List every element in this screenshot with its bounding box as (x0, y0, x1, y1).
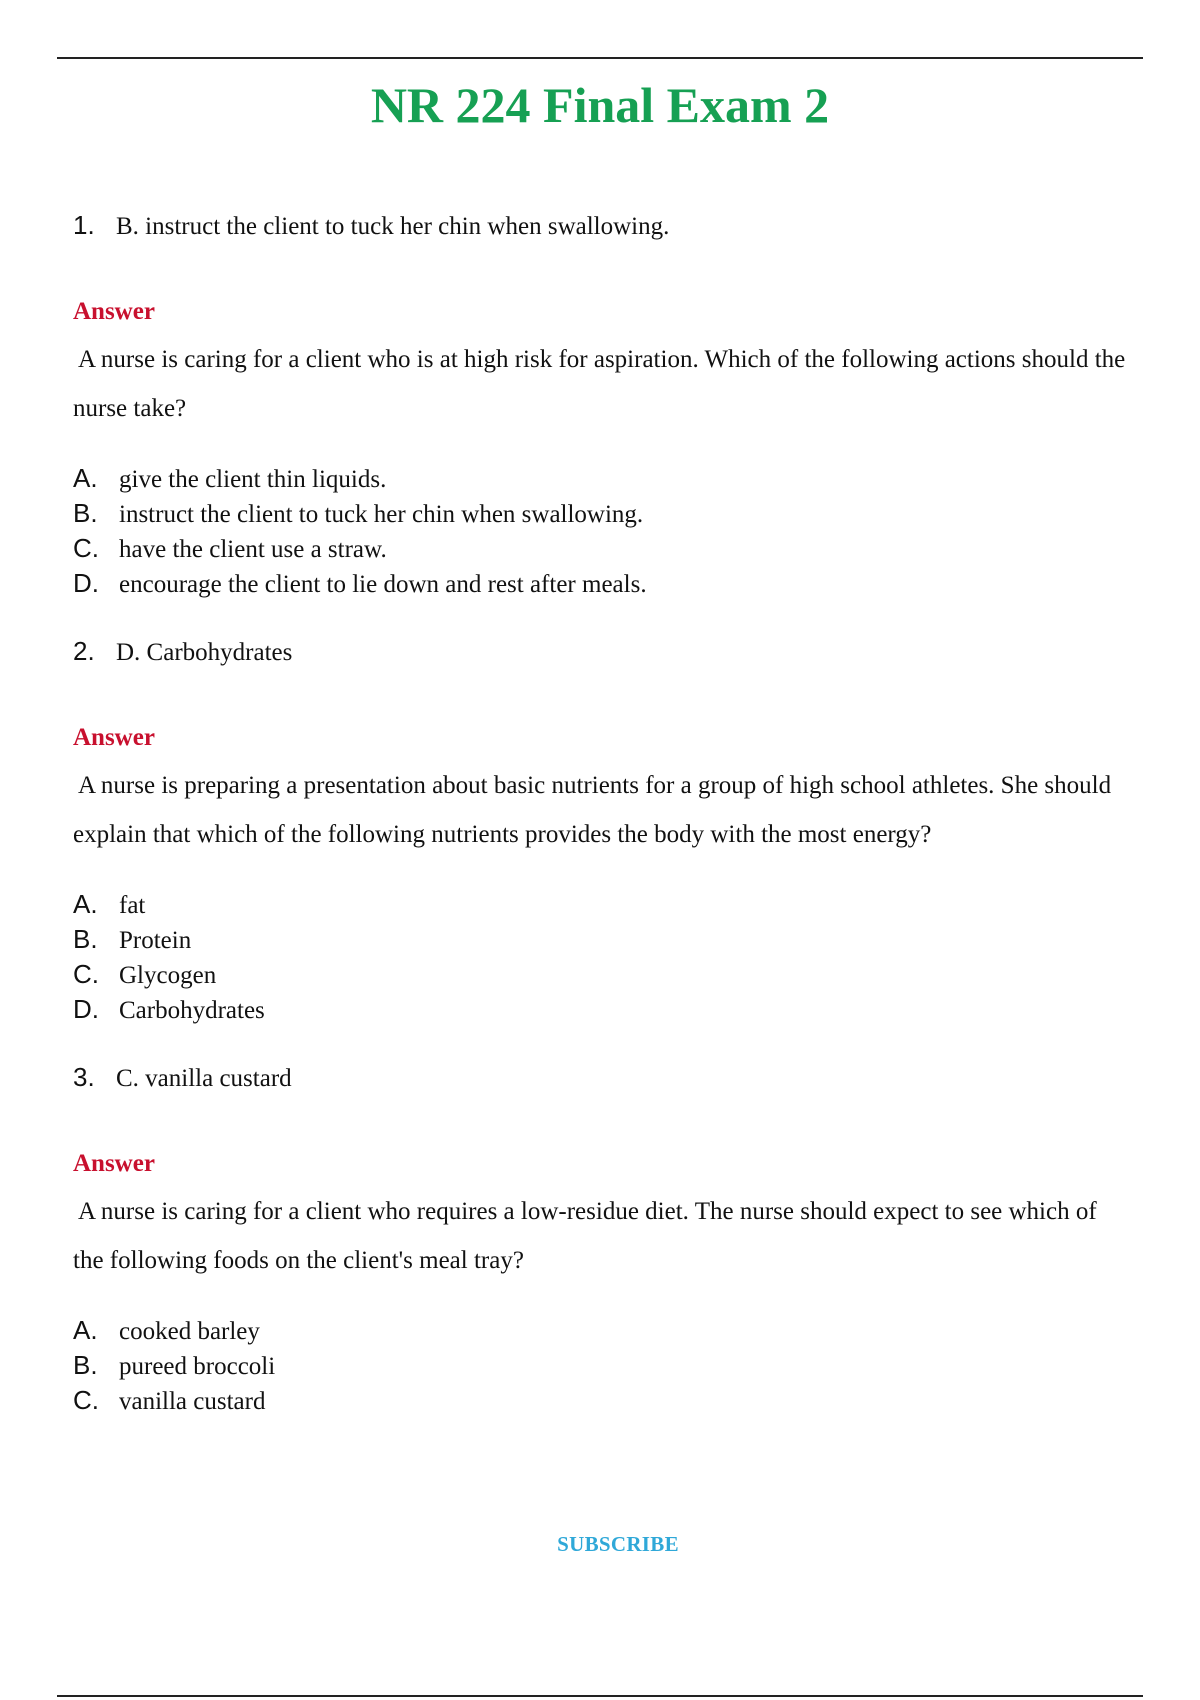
option-letter: C. (73, 1385, 99, 1415)
page-title: NR 224 Final Exam 2 (370, 77, 830, 133)
option-c (73, 957, 1133, 992)
option-text: have the client use a straw. (119, 536, 387, 563)
option-c (73, 531, 1133, 566)
option-letter: A. (73, 463, 98, 493)
option-letter: D. (73, 994, 99, 1024)
option-letter: C. (73, 959, 99, 989)
option-text: Carbohydrates (119, 997, 265, 1024)
answer-key: B. instruct the client to tuck her chin when swallowing. (116, 213, 670, 240)
answer-key: C. vanilla custard (116, 1065, 292, 1092)
answer-label: Answer (73, 1150, 155, 1177)
question-spacer (73, 601, 1133, 631)
option-a (73, 461, 1133, 496)
option-text: fat (119, 892, 146, 919)
option-letter: A. (73, 889, 98, 919)
option-letter: D. (73, 568, 99, 598)
question-stem: A nurse is caring for a client who requires a low-residue diet. The nurse should expect to see which of the following foods on the client's meal tray? (73, 1198, 1097, 1274)
question-list (73, 205, 1133, 1418)
option-a (73, 887, 1133, 922)
question-number: 3. (73, 1062, 95, 1092)
question-spacer (73, 1027, 1133, 1057)
question-2 (73, 631, 1133, 1027)
question-header (73, 631, 1133, 671)
answer-label: Answer (73, 298, 155, 325)
option-list (73, 461, 1133, 601)
option-text: Protein (119, 927, 192, 954)
option-b (73, 496, 1133, 531)
top-rule (57, 57, 1143, 59)
option-list (73, 1313, 1133, 1418)
option-text: Glycogen (119, 962, 217, 989)
question-number: 1. (73, 210, 95, 240)
option-d (73, 992, 1133, 1027)
question-3 (73, 1057, 1133, 1418)
option-a (73, 1313, 1133, 1348)
question-stem: A nurse is caring for a client who is at high risk for aspiration. Which of the following actions should the nurse take? (73, 346, 1126, 422)
question-header (73, 1057, 1133, 1097)
option-d (73, 566, 1133, 601)
option-text: pureed broccoli (119, 1353, 276, 1380)
option-letter: B. (73, 498, 98, 528)
option-text: instruct the client to tuck her chin when swallowing. (119, 501, 644, 528)
option-text: cooked barley (119, 1318, 260, 1345)
subscribe-link[interactable]: SUBSCRIBE (557, 1532, 679, 1556)
question-stem: A nurse is preparing a presentation about basic nutrients for a group of high school athletes. She should explain that which of the following nutrients provides the body with the most energy? (73, 772, 1112, 848)
option-letter: A. (73, 1315, 98, 1345)
option-list (73, 887, 1133, 1027)
option-letter: B. (73, 1350, 98, 1380)
option-c (73, 1383, 1133, 1418)
option-letter: C. (73, 533, 99, 563)
answer-key: D. Carbohydrates (116, 639, 293, 666)
question-number: 2. (73, 636, 95, 666)
bottom-rule (57, 1695, 1143, 1697)
answer-label: Answer (73, 724, 155, 751)
option-text: give the client thin liquids. (119, 466, 387, 493)
option-b (73, 1348, 1133, 1383)
option-text: encourage the client to lie down and rest after meals. (119, 571, 647, 598)
option-text: vanilla custard (119, 1388, 266, 1415)
option-letter: B. (73, 924, 98, 954)
option-b (73, 922, 1133, 957)
question-1 (73, 205, 1133, 601)
question-header (73, 205, 1133, 245)
